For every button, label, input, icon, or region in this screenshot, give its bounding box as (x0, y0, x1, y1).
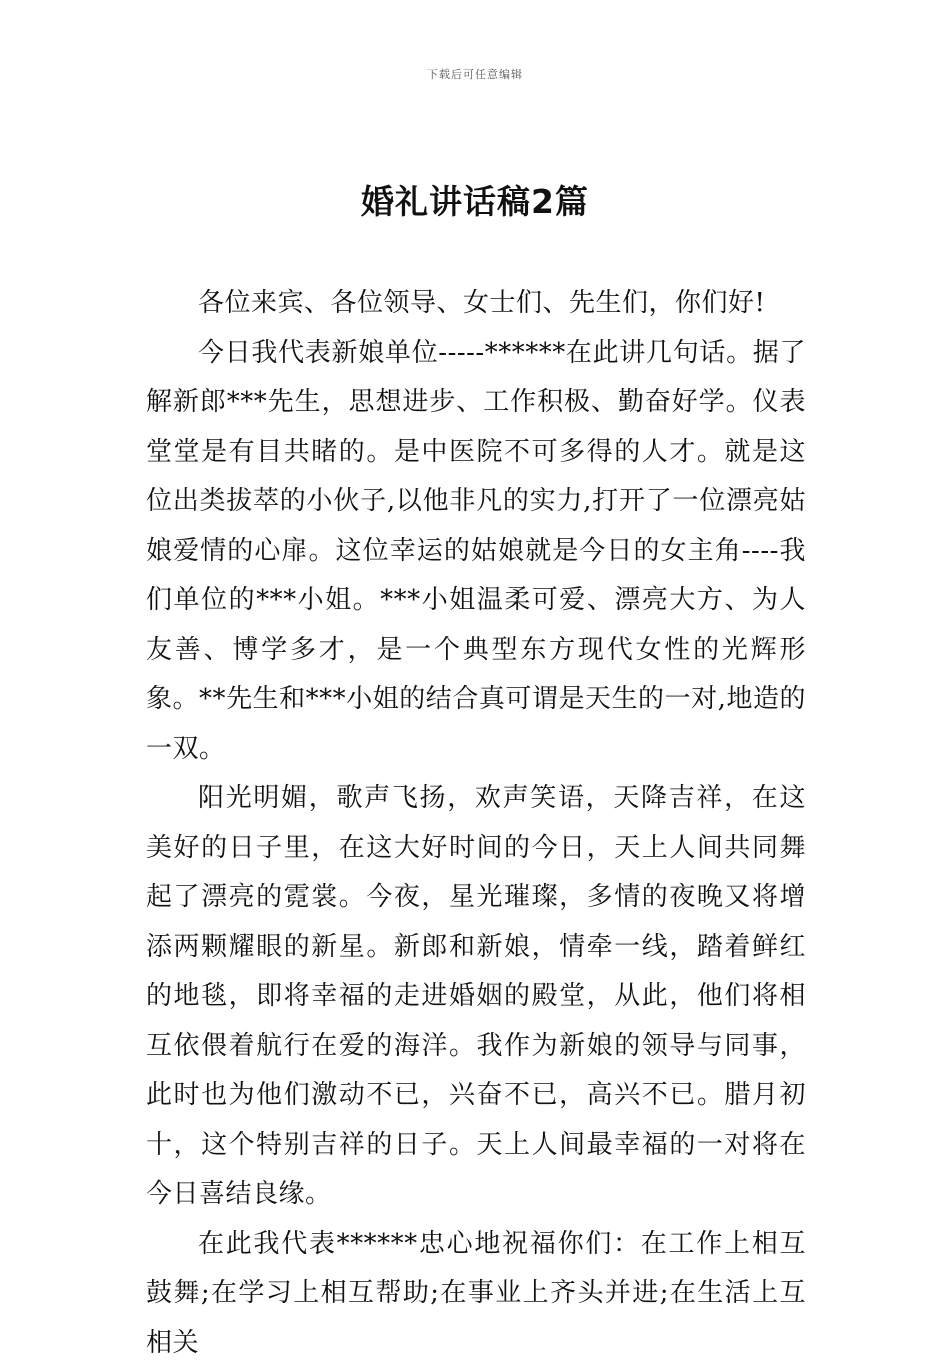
document-title: 婚礼讲话稿2篇 (0, 176, 950, 223)
header-note: 下载后可任意编辑 (0, 66, 950, 82)
paragraph-celebration: 阳光明媚，歌声飞扬，欢声笑语，天降吉祥，在这美好的日子里，在这大好时间的今日，天上人间共同舞起了漂亮的霓裳。今夜，星光璀璨，多情的夜晚又将增添两颗耀眼的新星。新郎和新娘，情牵一线，踏着鲜红的地毯，即将幸福的走进婚姻的殿堂，从此，他们将相互依偎着航行在爱的海洋。我作为新娘的领导与同事，此时也为他们激动不已，兴奋不已，高兴不已。腊月初十，这个特别吉祥的日子。天上人间最幸福的一对将在今日喜结良缘。 (146, 774, 806, 1220)
paragraph-blessing: 在此我代表******忠心地祝福你们：在工作上相互鼓舞;在学习上相互帮助;在事业上齐头并进;在生活上互相关 (146, 1220, 806, 1368)
paragraph-greeting: 各位来宾、各位领导、女士们、先生们，你们好! (146, 279, 806, 329)
paragraph-introduction: 今日我代表新娘单位-----******在此讲几句话。据了解新郎***先生，思想进步、工作积极、勤奋好学。仪表堂堂是有目共睹的。是中医院不可多得的人才。就是这位出类拔萃的小伙子,以他非凡的实力,打开了一位漂亮姑娘爱情的心扉。这位幸运的姑娘就是今日的女主角----我们单位的***小姐。***小姐温柔可爱、漂亮大方、为人友善、博学多才，是一个典型东方现代女性的光辉形象。**先生和***小姐的结合真可谓是天生的一对,地造的一双。 (146, 329, 806, 775)
document-body (146, 279, 806, 1368)
